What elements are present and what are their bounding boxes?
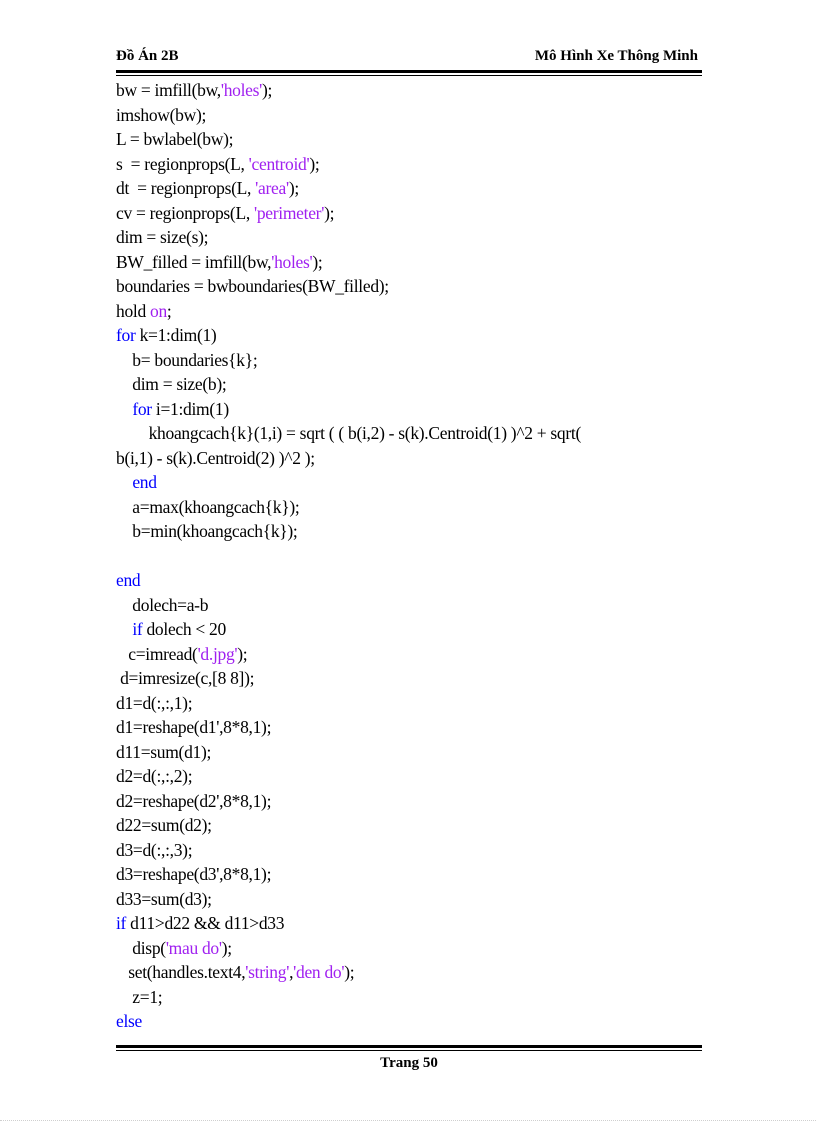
code-text: boundaries = bwboundaries(BW_filled); [116,276,389,296]
code-line [116,593,706,618]
code-string: 'perimeter' [254,202,325,223]
code-text: bw = imfill(bw, [116,80,221,100]
code-string: 'centroid' [248,153,310,174]
code-text: d11>d22 && d11>d33 [126,913,285,933]
code-string: 'area' [255,178,289,198]
page-edge-dots [0,1120,816,1122]
code-text: ); [312,251,323,272]
code-string: 'holes' [271,251,313,272]
code-text: d1=d(:,:,1); [116,692,193,713]
code-text: b= boundaries{k}; [116,349,258,370]
code-text: d2=reshape(d2',8*8,1); [116,790,272,811]
code-line [116,642,706,667]
code-text: disp( [116,937,166,958]
header-project-title: Mô Hình Xe Thông Minh [534,48,698,64]
code-text: d1=reshape(d1',8*8,1); [116,717,272,737]
code-line [116,862,706,887]
code-line [116,299,706,324]
code-line [116,1009,706,1034]
code-keyword: else [116,1011,143,1031]
code-text: imshow(bw); [116,104,207,125]
code-text: dim = size(s); [116,227,209,247]
code-keyword: if [116,913,127,933]
code-text: d11=sum(d1); [116,741,212,762]
code-string: 'mau do' [165,937,222,958]
code-line [116,421,706,446]
code-keyword: if [132,619,143,639]
code-text: dim = size(b); [116,374,227,394]
code-line [116,887,706,912]
code-line [116,691,706,716]
code-line [116,372,706,397]
code-text: dt = regionprops(L, [116,178,256,198]
code-text: dolech < 20 [142,619,226,639]
code-text [116,472,132,492]
code-line [116,323,706,348]
code-line [116,544,706,569]
code-string: on [150,300,167,321]
code-line [116,715,706,740]
code-keyword: end [116,570,141,590]
code-string: 'den do' [293,962,345,982]
code-text: s = regionprops(L, [116,153,249,174]
code-text: L = bwlabel(bw); [116,129,234,149]
code-text: ; [166,300,172,321]
code-line [116,127,706,152]
code-text: hold [116,300,150,321]
code-text: , [289,962,294,982]
code-string: 'string' [245,962,290,982]
code-text: BW_filled = imfill(bw, [116,251,272,272]
code-line [116,225,706,250]
footer-divider-thin [116,1050,702,1051]
code-line [116,617,706,642]
code-text: ); [309,153,320,174]
code-line [116,397,706,422]
code-keyword: for [132,398,152,419]
code-text: d3=d(:,:,3); [116,839,193,860]
code-string: 'holes' [220,80,263,100]
code-listing [116,78,706,1034]
code-keyword: for [116,325,136,345]
code-line [116,470,706,495]
code-text: b=min(khoangcach{k}); [116,521,298,541]
code-line [116,274,706,299]
code-line [116,446,706,471]
code-line [116,201,706,226]
code-line [116,936,706,961]
code-line [116,764,706,789]
code-line [116,740,706,765]
code-line [116,103,706,128]
header-document-title: Đồ Án 2B [116,48,179,64]
code-line [116,960,706,985]
code-line [116,152,706,177]
code-text: i=1:dim(1) [151,398,229,419]
code-text: ); [262,80,273,100]
code-line [116,519,706,544]
code-text: z=1; [116,986,163,1007]
code-string: 'd.jpg' [197,643,238,664]
code-text: khoangcach{k}(1,i) = sqrt ( ( b(i,2) - s(k).Centroid(1) )^2 + sqrt( [116,423,581,443]
code-text: d=imresize(c,[8 8]); [116,668,255,688]
code-text: d2=d(:,:,2); [116,766,193,786]
code-line [116,789,706,814]
code-line [116,568,706,593]
code-text: ); [288,178,299,198]
page-header [116,48,702,70]
code-text: ); [324,202,335,223]
code-keyword: end [132,472,157,492]
header-divider-thin [116,75,702,76]
code-text: b(i,1) - s(k).Centroid(2) )^2 ); [116,447,315,468]
code-text: cv = regionprops(L, [116,202,254,223]
code-text: k=1:dim(1) [135,325,217,345]
code-text: ); [344,962,355,982]
code-line [116,250,706,275]
code-text [116,399,132,419]
code-text: dolech=a-b [116,594,209,615]
code-line [116,666,706,691]
code-line [116,985,706,1010]
code-text: a=max(khoangcach{k}); [116,496,300,517]
code-line [116,911,706,936]
code-line [116,813,706,838]
code-line [116,78,706,103]
code-text: d33=sum(d3); [116,888,212,909]
code-text: set(handles.text4, [116,962,246,982]
page-number: Trang 50 [380,1055,438,1071]
code-text: d3=reshape(d3',8*8,1); [116,864,272,884]
code-text: ); [221,937,232,958]
code-line [116,495,706,520]
footer-divider [116,1045,702,1048]
code-text: ); [237,643,248,664]
code-line [116,838,706,863]
header-divider [116,70,702,73]
code-text [116,619,132,639]
code-text: d22=sum(d2); [116,815,212,835]
code-line [116,348,706,373]
code-line [116,176,706,201]
code-text: c=imread( [116,643,198,664]
